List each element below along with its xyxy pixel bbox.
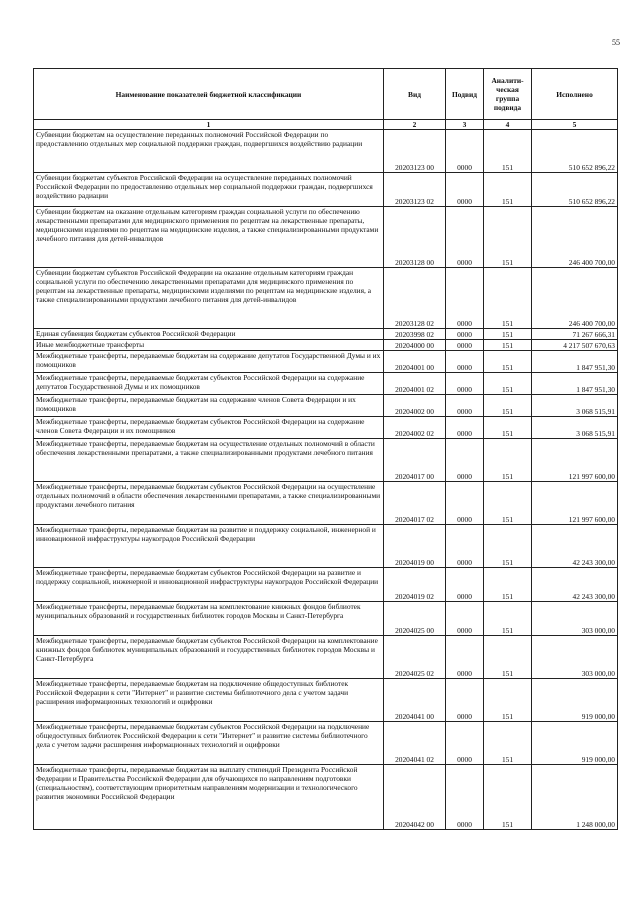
page-number: 55 — [612, 38, 620, 47]
row-amount: 303 000,00 — [532, 636, 618, 679]
row-name: Субвенции бюджетам субъектов Российской Федерации на оказание отдельным категориям граждан социальной услуги по обеспечению лекарственными препаратами для медицинского применения по рецептам на лекарственные препараты, медицинскими изделиями по рецептам на медицинские изделия, а также специализированными продуктами лечебного питания для детей-инвалидов — [34, 268, 384, 329]
row-subtype-code: 0000 — [446, 395, 484, 417]
row-subtype-code: 0000 — [446, 329, 484, 340]
row-type-code: 20203123 02 — [384, 173, 446, 207]
row-type-code: 20203128 00 — [384, 207, 446, 268]
table-row — [34, 482, 618, 525]
row-group-code: 151 — [484, 395, 532, 417]
table-row — [34, 373, 618, 395]
row-subtype-code: 0000 — [446, 568, 484, 602]
row-type-code: 20204025 00 — [384, 602, 446, 636]
row-amount: 246 400 700,00 — [532, 207, 618, 268]
row-name: Межбюджетные трансферты, передаваемые бюджетам субъектов Российской Федерации на развитие и поддержку социальной, инженерной и инновационной инфраструктуры наукоградов Российской Федерации — [34, 568, 384, 602]
row-name: Межбюджетные трансферты, передаваемые бюджетам на выплату стипендий Президента Российской Федерации и Правительства Российской Федерации для обучающихся по направлениям подготовки (специальностям), соответствующим приоритетным направлениям модернизации и технологического развития экономики Российской Федерации — [34, 765, 384, 830]
row-name: Субвенции бюджетам на оказание отдельным категориям граждан социальной услуги по обеспечению лекарственными препаратами для медицинского применения по рецептам на лекарственные препараты, медицинскими изделиями по рецептам на медицинские изделия, а также специализированными продуктами лечебного питания для детей-инвалидов — [34, 207, 384, 268]
row-amount: 246 400 700,00 — [532, 268, 618, 329]
row-type-code: 20204025 02 — [384, 636, 446, 679]
table-row — [34, 602, 618, 636]
header-type: Вид — [384, 69, 446, 120]
table-row — [34, 636, 618, 679]
row-type-code: 20204019 02 — [384, 568, 446, 602]
row-amount: 510 652 896,22 — [532, 173, 618, 207]
budget-table — [33, 68, 618, 830]
column-number: 4 — [484, 120, 532, 130]
row-group-code: 151 — [484, 525, 532, 568]
row-name: Межбюджетные трансферты, передаваемые бюджетам на осуществление отдельных полномочий в области обеспечения лекарственными препаратами, а также специализированными продуктами лечебного питания — [34, 439, 384, 482]
row-subtype-code: 0000 — [446, 602, 484, 636]
row-group-code: 151 — [484, 351, 532, 373]
row-name: Межбюджетные трансферты, передаваемые бюджетам субъектов Российской Федерации на содержание депутатов Государственной Думы и их помощников — [34, 373, 384, 395]
row-group-code: 151 — [484, 439, 532, 482]
row-amount: 121 997 600,00 — [532, 482, 618, 525]
row-name: Межбюджетные трансферты, передаваемые бюджетам на содержание членов Совета Федерации и их помощников — [34, 395, 384, 417]
row-group-code: 151 — [484, 722, 532, 765]
row-name: Межбюджетные трансферты, передаваемые бюджетам субъектов Российской Федерации на подключение общедоступных библиотек Российской Федерации к сети "Интернет" и развитие системы библиотечного дела с учетом задачи расширения информационных технологий и оцифровки — [34, 722, 384, 765]
row-amount: 3 068 515,91 — [532, 395, 618, 417]
row-group-code: 151 — [484, 679, 532, 722]
row-group-code: 151 — [484, 602, 532, 636]
row-amount: 919 000,00 — [532, 722, 618, 765]
row-type-code: 20204001 02 — [384, 373, 446, 395]
row-type-code: 20204019 00 — [384, 525, 446, 568]
row-group-code: 151 — [484, 568, 532, 602]
header-name: Наименование показателей бюджетной классификации — [34, 69, 384, 120]
row-amount: 4 217 507 670,63 — [532, 340, 618, 351]
row-type-code: 20204001 00 — [384, 351, 446, 373]
row-name: Субвенции бюджетам на осуществление переданных полномочий Российской Федерации по предоставлению отдельных мер социальной поддержки граждан, подвергшихся воздействию радиации — [34, 130, 384, 173]
table-row — [34, 173, 618, 207]
row-amount: 42 243 300,00 — [532, 525, 618, 568]
row-name: Межбюджетные трансферты, передаваемые бюджетам субъектов Российской Федерации на осуществление отдельных полномочий в области обеспечения лекарственными препаратами, а также специализированными продуктами лечебного питания — [34, 482, 384, 525]
row-name: Межбюджетные трансферты, передаваемые бюджетам на содержание депутатов Государственной Думы и их помощников — [34, 351, 384, 373]
row-group-code: 151 — [484, 130, 532, 173]
row-group-code: 151 — [484, 329, 532, 340]
table-body — [34, 130, 618, 830]
row-amount: 121 997 600,00 — [532, 439, 618, 482]
row-name: Межбюджетные трансферты, передаваемые бюджетам субъектов Российской Федерации на комплектование книжных фондов библиотек муниципальных образований и государственных библиотек городов Москвы и Санкт-Петербурга — [34, 636, 384, 679]
row-group-code: 151 — [484, 207, 532, 268]
row-group-code: 151 — [484, 173, 532, 207]
row-subtype-code: 0000 — [446, 765, 484, 830]
row-subtype-code: 0000 — [446, 340, 484, 351]
row-amount: 303 000,00 — [532, 602, 618, 636]
row-group-code: 151 — [484, 765, 532, 830]
row-subtype-code: 0000 — [446, 722, 484, 765]
table-row — [34, 207, 618, 268]
table-row — [34, 439, 618, 482]
row-subtype-code: 0000 — [446, 679, 484, 722]
row-type-code: 20204002 02 — [384, 417, 446, 439]
column-number: 1 — [34, 120, 384, 130]
row-subtype-code: 0000 — [446, 130, 484, 173]
row-subtype-code: 0000 — [446, 417, 484, 439]
header-executed: Исполнено — [532, 69, 618, 120]
header-group: Аналити-ческая группа подвида — [484, 69, 532, 120]
row-type-code: 20203123 00 — [384, 130, 446, 173]
column-number: 3 — [446, 120, 484, 130]
table-row — [34, 351, 618, 373]
row-name: Межбюджетные трансферты, передаваемые бюджетам на подключение общедоступных библиотек Российской Федерации к сети "Интернет" и развитие системы библиотечного дела с учетом задачи расширения информационных технологий и оцифровки — [34, 679, 384, 722]
row-type-code: 20204000 00 — [384, 340, 446, 351]
row-type-code: 20204017 00 — [384, 439, 446, 482]
column-number: 2 — [384, 120, 446, 130]
table-row — [34, 765, 618, 830]
row-amount: 510 652 896,22 — [532, 130, 618, 173]
row-amount: 1 847 951,30 — [532, 351, 618, 373]
row-amount: 42 243 300,00 — [532, 568, 618, 602]
header-subtype: Подвид — [446, 69, 484, 120]
table-row — [34, 525, 618, 568]
table-row — [34, 268, 618, 329]
row-group-code: 151 — [484, 340, 532, 351]
table-row — [34, 417, 618, 439]
row-type-code: 20204017 02 — [384, 482, 446, 525]
row-amount: 1 248 000,00 — [532, 765, 618, 830]
row-type-code: 20204041 02 — [384, 722, 446, 765]
row-type-code: 20204042 00 — [384, 765, 446, 830]
table-row — [34, 329, 618, 340]
row-subtype-code: 0000 — [446, 525, 484, 568]
row-subtype-code: 0000 — [446, 373, 484, 395]
table-row — [34, 722, 618, 765]
row-group-code: 151 — [484, 482, 532, 525]
row-group-code: 151 — [484, 417, 532, 439]
row-group-code: 151 — [484, 268, 532, 329]
row-amount: 71 267 666,31 — [532, 329, 618, 340]
row-amount: 919 000,00 — [532, 679, 618, 722]
row-amount: 1 847 951,30 — [532, 373, 618, 395]
row-subtype-code: 0000 — [446, 207, 484, 268]
column-number: 5 — [532, 120, 618, 130]
table-row — [34, 568, 618, 602]
row-amount: 3 068 515,91 — [532, 417, 618, 439]
row-name: Межбюджетные трансферты, передаваемые бюджетам субъектов Российской Федерации на содержание членов Совета Федерации и их помощников — [34, 417, 384, 439]
row-group-code: 151 — [484, 636, 532, 679]
row-subtype-code: 0000 — [446, 351, 484, 373]
row-subtype-code: 0000 — [446, 482, 484, 525]
table-header-row — [34, 69, 618, 120]
row-type-code: 20204002 00 — [384, 395, 446, 417]
row-group-code: 151 — [484, 373, 532, 395]
column-number-row — [34, 120, 618, 130]
row-name: Межбюджетные трансферты, передаваемые бюджетам на комплектование книжных фондов библиотек муниципальных образований и государственных библиотек городов Москвы и Санкт-Петербурга — [34, 602, 384, 636]
row-subtype-code: 0000 — [446, 439, 484, 482]
row-name: Иные межбюджетные трансферты — [34, 340, 384, 351]
row-name: Единая субвенция бюджетам субъектов Российской Федерации — [34, 329, 384, 340]
row-type-code: 20203998 02 — [384, 329, 446, 340]
row-subtype-code: 0000 — [446, 268, 484, 329]
row-subtype-code: 0000 — [446, 636, 484, 679]
table-row — [34, 395, 618, 417]
row-type-code: 20203128 02 — [384, 268, 446, 329]
table-row — [34, 340, 618, 351]
row-type-code: 20204041 00 — [384, 679, 446, 722]
table-row — [34, 679, 618, 722]
row-name: Субвенции бюджетам субъектов Российской Федерации на осуществление переданных полномочий Российской Федерации по предоставлению отдельных мер социальной поддержки граждан, подвергшихся воздействию радиации — [34, 173, 384, 207]
table-row — [34, 130, 618, 173]
row-subtype-code: 0000 — [446, 173, 484, 207]
row-name: Межбюджетные трансферты, передаваемые бюджетам на развитие и поддержку социальной, инженерной и инновационной инфраструктуры наукоградов Российской Федерации — [34, 525, 384, 568]
